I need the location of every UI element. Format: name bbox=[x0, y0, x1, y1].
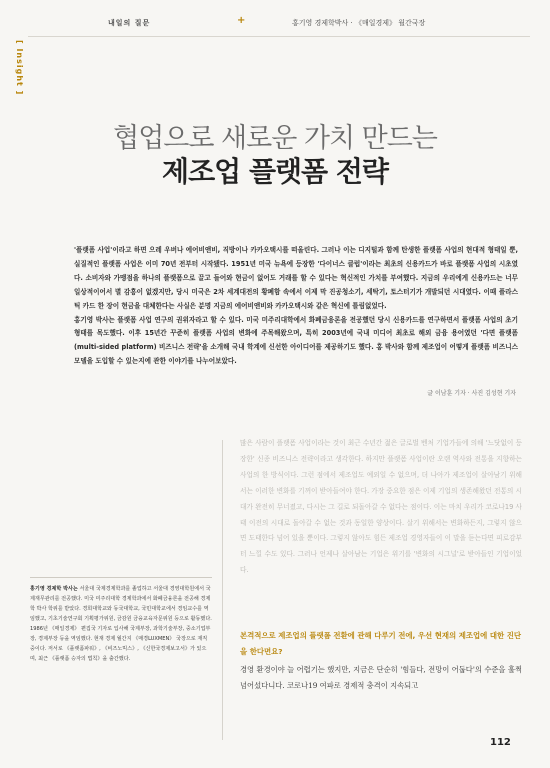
lead-paragraph-1: '플랫폼 사업'이라고 하면 으레 우버나 에어비앤비, 직방이나 카카오택시를 떠올린다. 그러나 이는 디지털과 함께 탄생한 플랫폼 사업의 현대적 형태일 뿐, 실질적인 플랫폼 사업은 이미 70년 전부터 시작됐다. 1951년 미국 뉴욕에 등장한 '다이너스 클럽'이라는 최초의 신용카드가 바로 플랫폼 사업의 시초였다. 소비자와 가맹점을 하나의 플랫폼으로 끌고 들어와 현금이 없어도 거래를 할 수 있다는 혁신적인 가치를 부여했다. 지금의 우리에게 신용카드는 너무 일상적이어서 별 감흥이 없겠지만, 당시 미국은 2차 세계대전의 황폐함 속에서 이제 막 진공청소기, 세탁기, 토스터기가 개발되던 시대였다. 이때 플라스틱 카드 한 장이 현금을 대체한다는 사실은 분명 지금의 에어비앤비와 카카오택시와 같은 혁신에 틀림없었다. bbox=[74, 246, 518, 310]
author-profile bbox=[30, 584, 212, 664]
section-name: 내일의 질문 bbox=[108, 19, 151, 27]
lead-text bbox=[74, 244, 518, 369]
byline-credit: 글 이남훈 기자 · 사진 김성현 기자 bbox=[427, 390, 516, 397]
profile-name: 홍기영 경제학 박사는 bbox=[30, 586, 78, 592]
author-line: 홍기영 경제학박사 · 《매일경제》 월간국장 bbox=[292, 19, 426, 27]
interview-answer: 경영 환경이야 늘 어렵기는 했지만, 지금은 단순히 '힘들다, 전망이 어둡다'의 수준을 훌쩍 넘어섰다니다. 코로나19 여파로 경제적 충격이 지속되고 bbox=[240, 665, 522, 690]
title-line-2: 제조업 플랫폼 전략 bbox=[162, 155, 388, 188]
page-header bbox=[0, 14, 550, 30]
insight-tag: [ Insight ] bbox=[15, 40, 24, 96]
intro-paragraph: 많은 사람이 플랫폼 사업이라는 것이 최근 수년간 젊은 글로벌 벤처 기업가들에 의해 '느닷없이 등장한' 신종 비즈니스 전략이라고 생각한다. 하지만 플랫폼 사업이란 오랜 역사와 전통을 지향하는 사업의 한 방식이다. 그런 점에서 제조업도 예외일 수 없으며, 더 나아가 제조업이 살아남기 위해서는 이러한 변화를 기꺼이 받아들여야 한다. 가장 중요한 점은 이제 기업의 생존해왔던 전통의 시대가 완전히 무너졌고, 다시는 그 길로 되돌아갈 수 없다는 점이다. 이는 마치 우리가 코로나19 사태 이전의 시대로 돌아갈 수 없는 것과 동일한 양상이다. 살기 위해서는 변화하든지, 그렇지 않으면 도태한다 넘어 있을 뿐이다. 그렇지 않아도 힘든 제조업 경영자들이 이 말을 듣는다면 피로감부터 느낄 수도 있다. 그러나 언제나 살아남는 기업은 위기를 '변화의 시그널'로 받아들인 기업이었다. bbox=[240, 439, 522, 575]
lead-paragraph-2: 홍기영 박사는 플랫폼 사업 연구의 권위자라고 할 수 있다. 미국 미주리대학에서 화폐금융론을 전공했던 당시 신용카드를 연구하면서 플랫폼 사업의 초기 형태를 목도했다. 이후 15년간 꾸준히 플랫폼 사업의 변화에 주목해왔으며, 특히 2003년에 국내 미디어 최초로 해외 금융 용어였던 '다면 플랫폼(multi-sided platform) 비즈니스 전략'을 소개해 국내 학계에 신선한 아이디어를 제공하기도 했다. 홍 박사와 함께 제조업이 어떻게 플랫폼 비즈니스 모델을 도입할 수 있는지에 관한 이야기를 나누어보았다. bbox=[74, 315, 518, 366]
plus-separator: + bbox=[237, 15, 246, 26]
profile-text: 서울대 국제경제학과를 졸업하고 서울대 경영대학원에서 국제재무관리를 전공했다. 미국 미주리대학 경제학과에서 화폐금융론을 전공해 경제학 박사 학위를 받았다. 경희대학교와 동국대학교, 국민대학교에서 경임교수를 역임했고, 기초기술연구회 기획평가위원, 금감원 금융교육자문위원 등으로 활동했다. 1986년 《매일경제》 편집국 기자로 입사해 국제부장, 과학기술부장, 중소기업부장, 경제부장 등을 역임했다. 현재 경제 월간지 《매경LUXMEN》 국장으로 재직 중이다. 저서로 《플랫폼파워》, 《비즈노믹스》, 《신한국경제보고서》가 있으며, 최근 《플랫폼 승자의 법칙》을 출간했다. bbox=[30, 586, 212, 663]
page-number: 112 bbox=[490, 737, 511, 748]
interview-question: 본격적으로 제조업의 플랫폼 전환에 관해 다루기 전에, 우선 현재의 제조업에 대한 진단을 한다면요? bbox=[240, 631, 521, 656]
column-divider bbox=[222, 440, 223, 740]
profile-divider bbox=[30, 577, 212, 578]
header-divider bbox=[28, 36, 530, 37]
title-line-1: 협업으로 새로운 가치 만드는 bbox=[113, 123, 437, 154]
